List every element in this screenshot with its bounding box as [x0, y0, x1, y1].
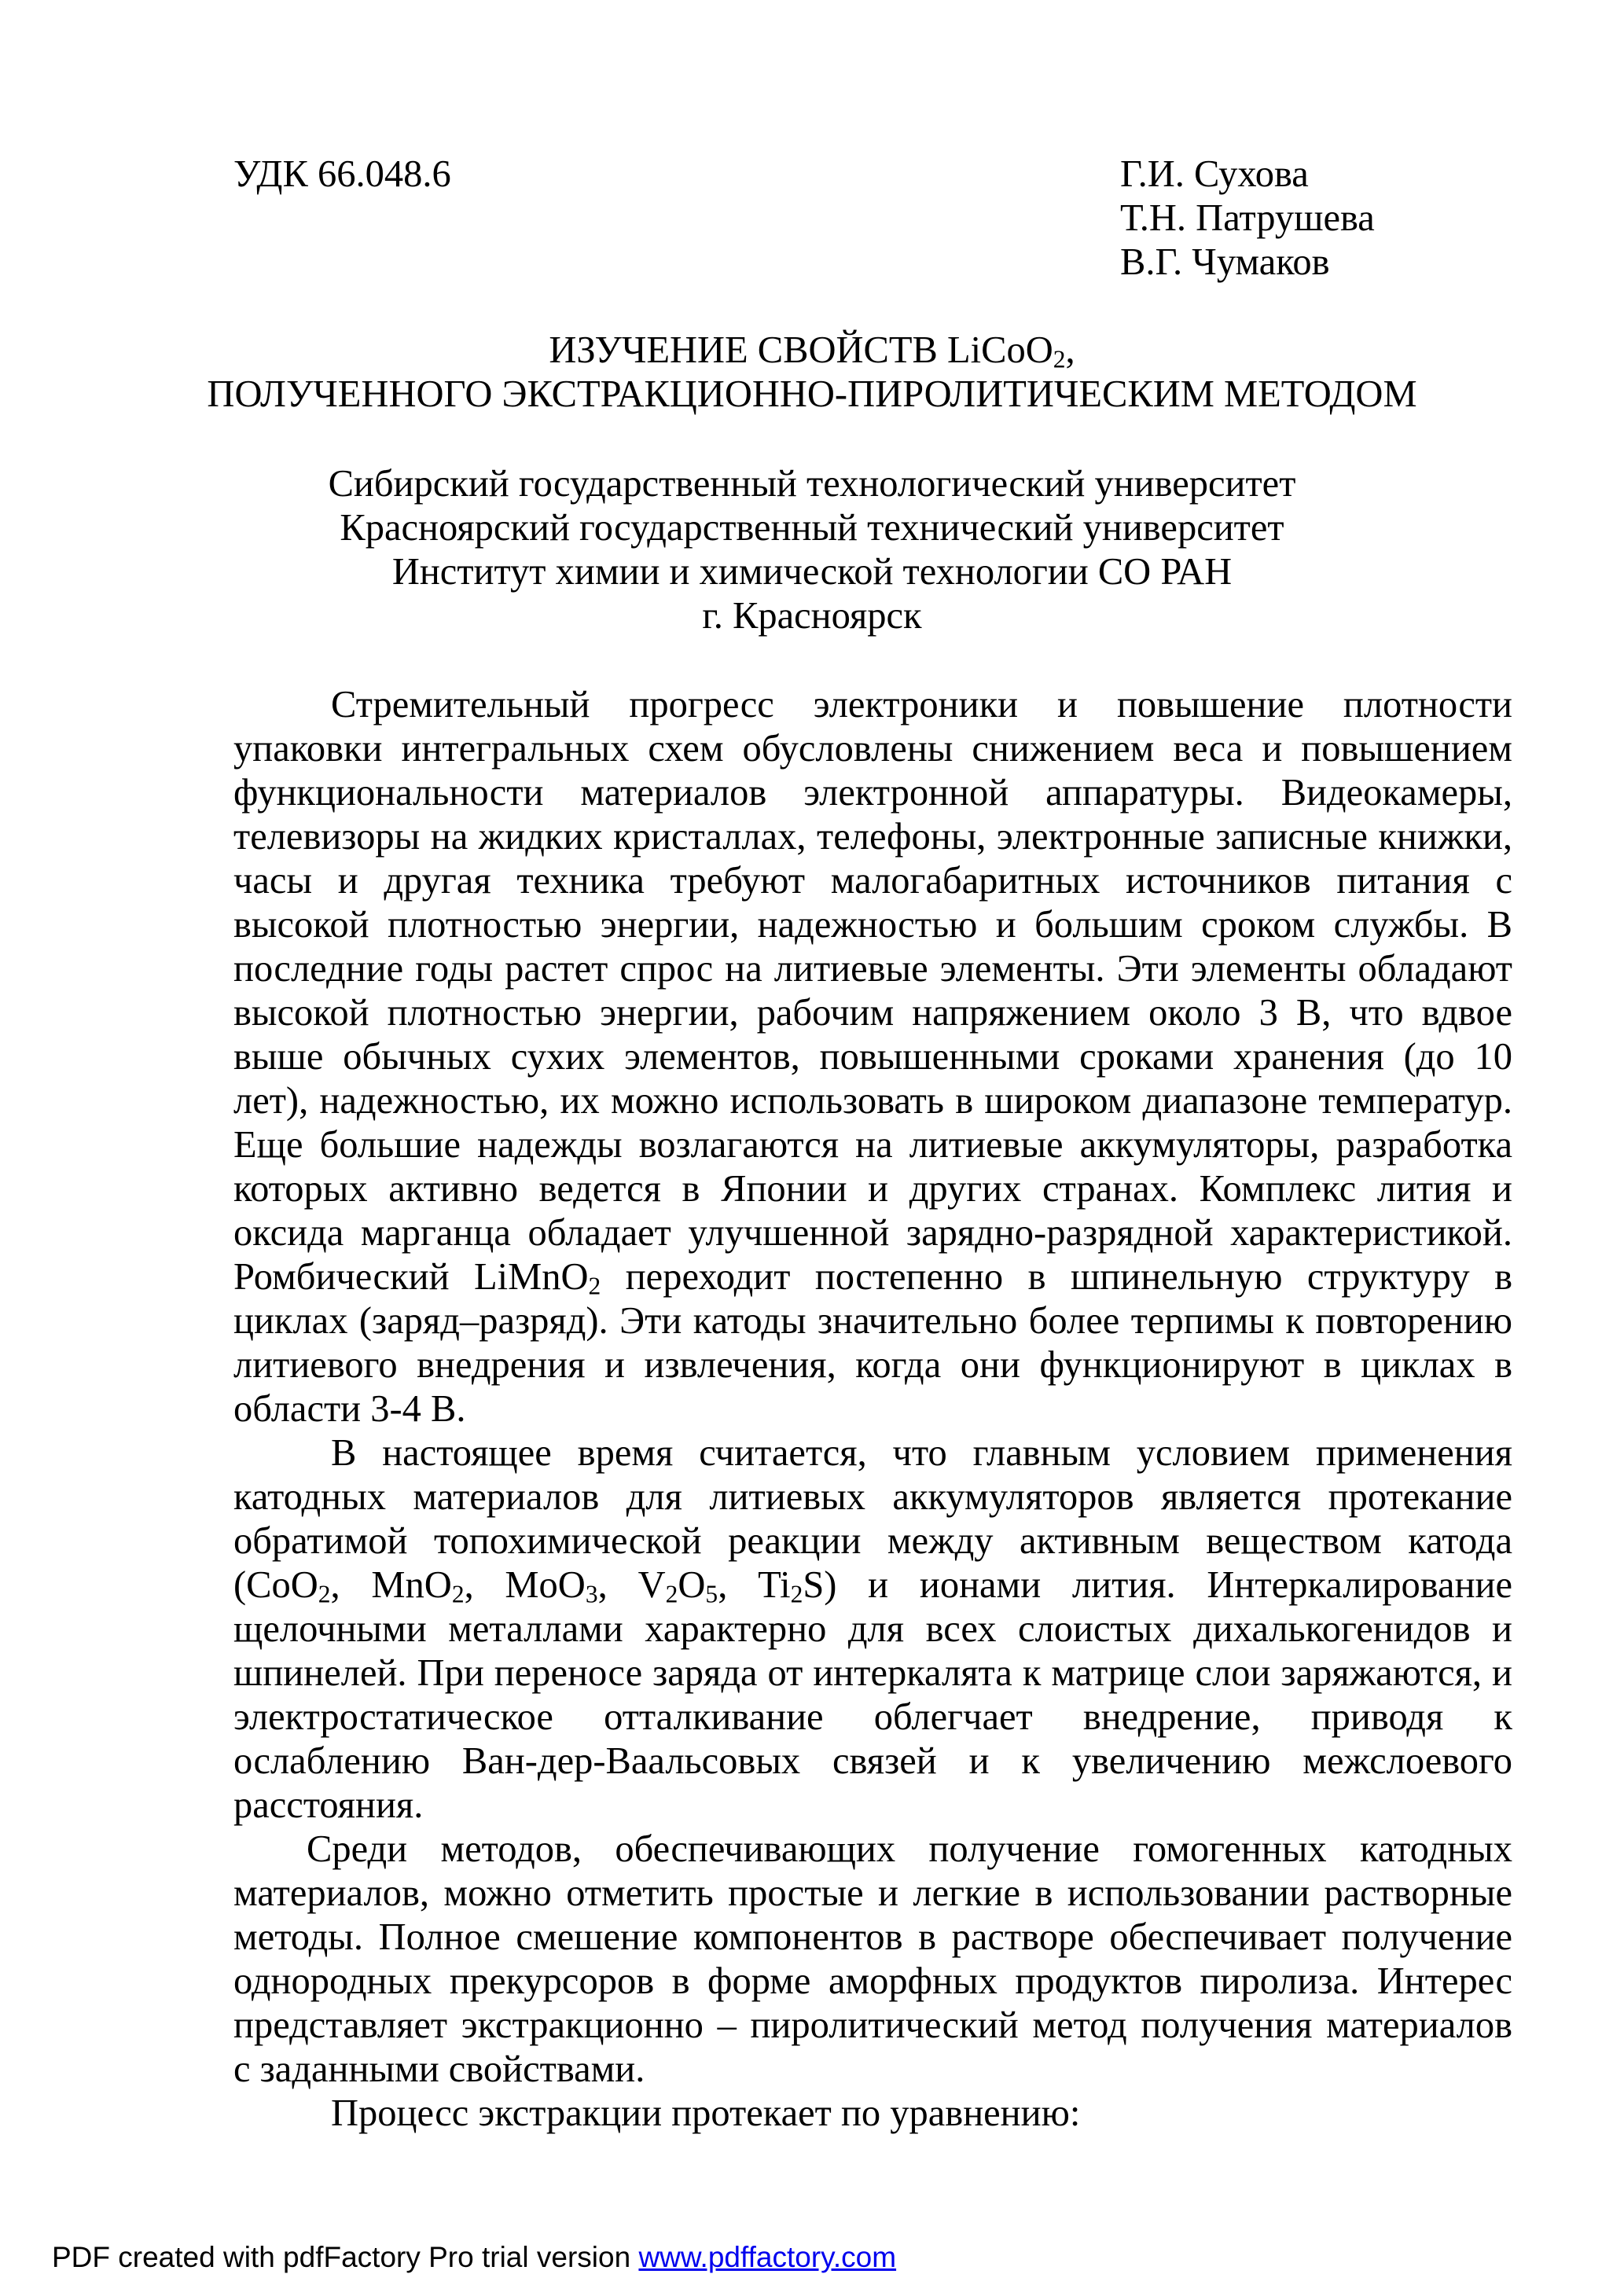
affiliations [0, 462, 1624, 638]
paragraph: Процесс экстракции протекает по уравнению: [331, 2092, 1081, 2134]
paragraph: В настоящее время считается, что главным условием применения катодных материалов для литиевых аккумуляторов является протекание обратимой топохимической реакции между активным веществом катода (CoO$_2$, MnO$_2$, MoO$_3$, $V_2O_5$, $Ti_2S$) и ионами лития. Интеркалирование щелочными металлами характерно для всех слоистых дихалькогенидов и шпинелей. При переносе заряда от интеркалята к матрице слои заряжаются, и электростатическое отталкивание облегчает внедрение, приводя к ослаблению Ван-дер-Ваальсовых связей и к увеличению межслоевого расстояния. [233, 1432, 1513, 1826]
affiliation: Сибирский государственный технологический университет [328, 463, 1296, 505]
footer-link[interactable]: www.pdffactory.com [638, 2241, 897, 2273]
author-name: Т.Н. Патрушева [1120, 197, 1375, 239]
paper-title [0, 329, 1624, 417]
footer-text: PDF created with pdfFactory Pro trial version [52, 2241, 639, 2273]
affiliation-city: г. Красноярск [702, 595, 922, 637]
udk-code: УДК 66.048.6 [233, 153, 451, 195]
author-name: В.Г. Чумаков [1120, 241, 1330, 283]
title-line-1: ИЗУЧЕНИЕ СВОЙСТВ LiCoO$_2$, [549, 329, 1075, 373]
title-line-2: ПОЛУЧЕННОГО ЭКСТРАКЦИОННО-ПИРОЛИТИЧЕСКИМ МЕТОДОМ [207, 373, 1417, 415]
affiliation: Красноярский государственный технический университет [340, 507, 1284, 549]
pdf-footer [52, 2240, 896, 2275]
paragraph: Среди методов, обеспечивающих получение гомогенных катодных материалов, можно отметить простые и легкие в использовании растворные методы. Полное смешение компонентов в растворе обеспечивает получение однородных прекурсоров в форме аморфных продуктов пиролиза. Интерес представляет экстракционно – пиролитический метод получения материалов с заданными свойствами. [233, 1828, 1512, 2090]
author-name: Г.И. Сухова [1120, 153, 1309, 195]
affiliation: Институт химии и химической технологии СО РАН [391, 551, 1233, 593]
body-text [233, 683, 1512, 2136]
paragraph: Стремительный прогресс электроники и повышение плотности упаковки интегральных схем обусловлены снижением веса и повышением функциональности материалов электронной аппаратуры. Видеокамеры, телевизоры на жидких кристаллах, телефоны, электронные записные книжки, часы и другая техника требуют малогабаритных источников питания с высокой плотностью энергии, надежностью и большим сроком службы. В последние годы растет спрос на литиевые элементы. Эти элементы обладают высокой плотностью энергии, рабочим напряжением около 3 В, что вдвое выше обычных сухих элементов, повышенными сроками хранения (до 10 лет), надежностью, их можно использовать в широком диапазоне температур. Еще большие надежды возлагаются на литиевые аккумуляторы, разработка которых активно ведется в Японии и других странах. Комплекс лития и оксида марганца обладает улучшенной зарядно-разрядной характеристикой. Ромбический LiMnO$_2$ переходит постепенно в шпинельную структуру в циклах (заряд–разряд). Эти катоды значительно более терпимы к повторению литиевого внедрения и извлечения, когда они функционируют в циклах в области 3-4 В. [233, 684, 1512, 1430]
author-list [1120, 152, 1375, 285]
